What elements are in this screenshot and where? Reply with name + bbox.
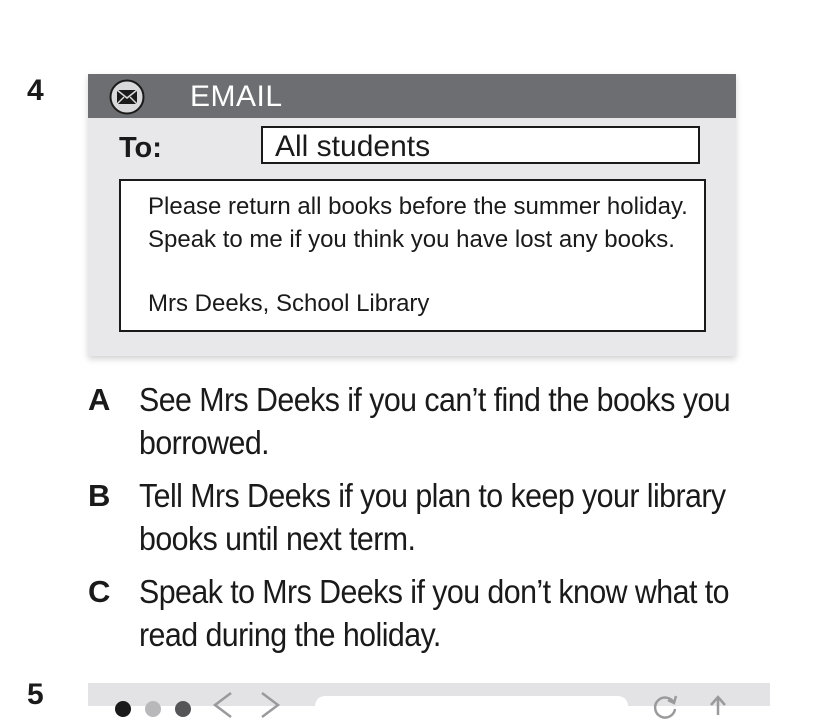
address-bar[interactable] (315, 696, 628, 716)
option-letter: A (88, 382, 111, 417)
question-number: 5 (27, 678, 44, 711)
email-header (88, 74, 736, 118)
email-title: EMAIL (190, 80, 283, 113)
back-arrow-icon[interactable] (211, 691, 235, 721)
message-body: Please return all books before the summer holiday. Speak to me if you think you have lost any books. (148, 193, 688, 253)
to-label: To: (119, 132, 162, 164)
email-card (88, 74, 736, 356)
dot-indicator (175, 701, 191, 717)
message-box (119, 179, 706, 332)
browser-toolbar (88, 683, 770, 706)
option-text: Tell Mrs Deeks if you plan to keep your library books until next term. (139, 477, 726, 557)
reload-icon[interactable] (650, 691, 680, 721)
option-text: See Mrs Deeks if you can’t find the books you borrowed. (139, 381, 731, 461)
recipient-value: All students (275, 130, 431, 163)
option-letter: B (88, 478, 111, 513)
dot-indicator (145, 701, 161, 717)
recipient-field (261, 126, 700, 164)
forward-arrow-icon[interactable] (258, 691, 282, 721)
option-letter: C (88, 574, 111, 609)
envelope-icon (109, 79, 145, 115)
option-text: Speak to Mrs Deeks if you don’t know what to read during the holiday. (139, 573, 729, 653)
share-icon[interactable] (703, 691, 733, 721)
message-signature: Mrs Deeks, School Library (148, 290, 430, 317)
question-number: 4 (27, 74, 44, 107)
dot-indicator (115, 701, 131, 717)
